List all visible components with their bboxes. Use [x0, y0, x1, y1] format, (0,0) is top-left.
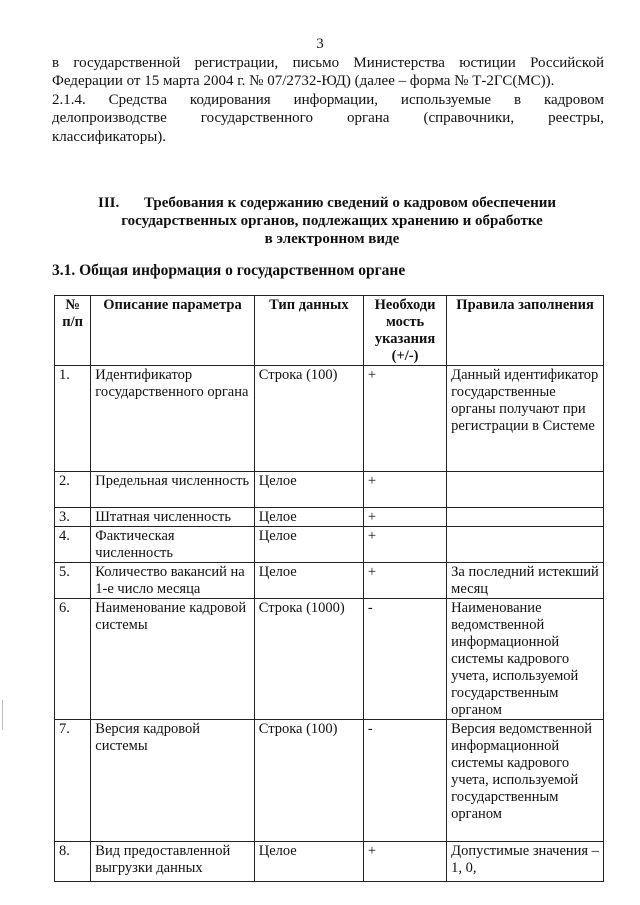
row-rules: Данный идентификатор государственные органы получают при регистрации в Системе — [447, 366, 604, 472]
row-rules — [447, 472, 604, 508]
table-row — [55, 599, 604, 720]
intro-line-1: в государственной регистрации, письмо Министерства юстиции Российской — [52, 55, 604, 71]
row-type: Целое — [254, 842, 363, 882]
item-2-1-4-line-2: делопроизводстве государственного органа (справочники, реестры, — [52, 110, 604, 126]
header-rules: Правила заполнения — [447, 296, 604, 366]
row-rules: Версия ведомственной информационной системы кадрового учета, используемой государственным органом — [447, 720, 604, 842]
row-required: - — [363, 720, 446, 842]
table-row — [55, 366, 604, 472]
row-rules: Допустимые значения – 1, 0, — [447, 842, 604, 882]
subsection-heading: 3.1. Общая информация о государственном органе — [52, 262, 406, 279]
row-num: 4. — [55, 527, 91, 563]
row-type: Целое — [254, 472, 363, 508]
intro-line-2: Федерации от 15 марта 2004 г. № 07/2732-ЮД) (далее – форма № Т-2ГС(МС)). — [52, 73, 555, 89]
row-required: + — [363, 472, 446, 508]
row-num: 1. — [55, 366, 91, 472]
row-type: Целое — [254, 563, 363, 599]
section-title-line-3: в электронном виде — [264, 231, 400, 247]
margin-mark — [2, 700, 3, 730]
table-row — [55, 842, 604, 882]
row-description: Фактическая численность — [91, 527, 254, 563]
row-num: 8. — [55, 842, 91, 882]
header-description: Описание параметра — [91, 296, 254, 366]
row-required: + — [363, 366, 446, 472]
row-rules: Наименование ведомственной информационной системы кадрового учета, используемой государственным органом — [447, 599, 604, 720]
row-num: 5. — [55, 563, 91, 599]
row-description: Версия кадровой системы — [91, 720, 254, 842]
row-description: Штатная численность — [91, 508, 254, 527]
parameters-table — [54, 295, 604, 882]
item-2-1-4-line-3: классификаторы). — [52, 129, 167, 145]
header-required: Необходи мость указания (+/-) — [363, 296, 446, 366]
row-num: 7. — [55, 720, 91, 842]
header-type: Тип данных — [254, 296, 363, 366]
table-row — [55, 508, 604, 527]
row-required: + — [363, 508, 446, 527]
section-heading — [52, 194, 612, 248]
table-row — [55, 472, 604, 508]
row-num: 3. — [55, 508, 91, 527]
row-required: - — [363, 599, 446, 720]
table-header-row — [55, 296, 604, 366]
row-description: Идентификатор государственного органа — [91, 366, 254, 472]
row-rules: За последний истекший месяц — [447, 563, 604, 599]
row-num: 2. — [55, 472, 91, 508]
row-required: + — [363, 527, 446, 563]
section-title-line-2: государственных органов, подлежащих хранению и обработке — [121, 213, 543, 229]
row-required: + — [363, 842, 446, 882]
page-number: 3 — [316, 36, 324, 52]
row-description: Вид предоставленной выгрузки данных — [91, 842, 254, 882]
table-row — [55, 563, 604, 599]
row-rules — [447, 508, 604, 527]
row-num: 6. — [55, 599, 91, 720]
row-description: Предельная численность — [91, 472, 254, 508]
row-required: + — [363, 563, 446, 599]
row-type: Целое — [254, 527, 363, 563]
item-2-1-4-line-1: 2.1.4. Средства кодирования информации, используемые в кадровом — [52, 92, 604, 108]
row-description: Наименование кадровой системы — [91, 599, 254, 720]
section-number: III. — [98, 195, 120, 211]
section-title-line-1: Требования к содержанию сведений о кадровом обеспечении — [143, 195, 556, 211]
row-type: Строка (100) — [254, 720, 363, 842]
table-row — [55, 720, 604, 842]
row-type: Строка (1000) — [254, 599, 363, 720]
row-type: Строка (100) — [254, 366, 363, 472]
table-row — [55, 527, 604, 563]
row-type: Целое — [254, 508, 363, 527]
row-rules — [447, 527, 604, 563]
header-num: № п/п — [55, 296, 91, 366]
row-description: Количество вакансий на 1-е число месяца — [91, 563, 254, 599]
